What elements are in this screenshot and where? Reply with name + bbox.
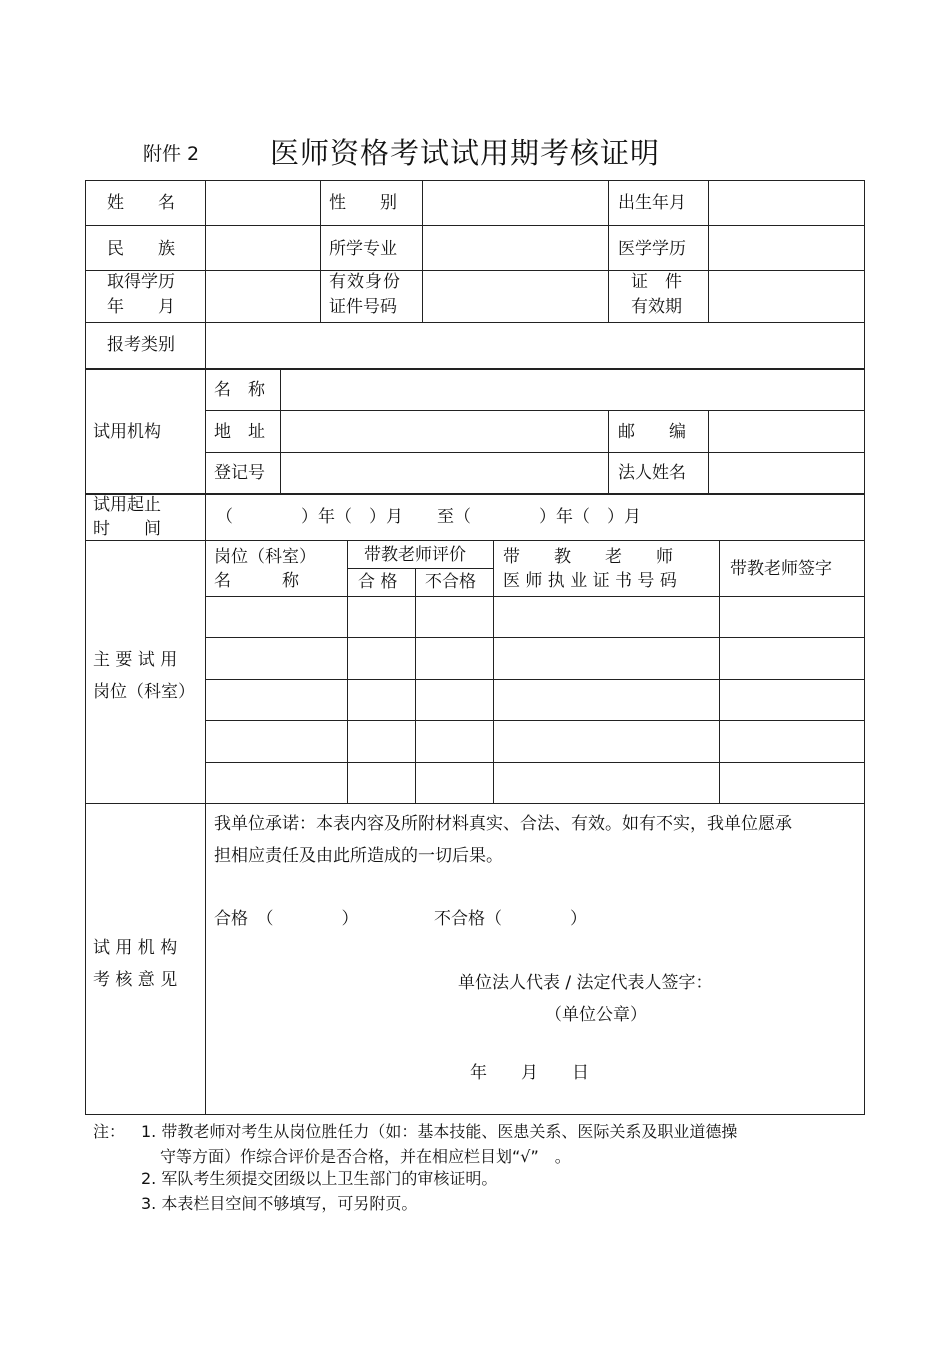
gender-label: 性 别 <box>329 193 397 213</box>
page-title: 医师资格考试试用期考核证明 <box>270 136 661 170</box>
post-name-label-line2: 名 称 <box>214 571 299 591</box>
posts-section-label-line2: 岗位（科室） <box>93 682 195 702</box>
exam-category-label: 报考类别 <box>107 335 175 355</box>
pass-checkbox-text: 合格 （ ） <box>214 909 359 929</box>
post-name-label-line1: 岗位（科室） <box>214 547 316 567</box>
period-dates: （ ）年（ ）月 至（ ）年（ ）月 <box>216 507 641 527</box>
postcode-label: 邮 编 <box>618 422 686 442</box>
ethnicity-label: 民 族 <box>107 239 175 259</box>
unit-seal-text: （单位公章） <box>545 1005 647 1025</box>
note-item-2: 2. 军队考生须提交团级以上卫生部门的审核证明。 <box>141 1169 498 1188</box>
registration-number-label: 登记号 <box>214 463 265 483</box>
legal-representative-signature: 单位法人代表 / 法定代表人签字： <box>458 973 713 993</box>
id-validity-label-line2: 有效期 <box>631 297 682 317</box>
degree-date-label-line2: 年 月 <box>107 297 175 317</box>
institution-address-label: 地 址 <box>214 422 265 442</box>
opinion-section-label-line2: 考 核 意 见 <box>93 970 178 990</box>
institution-section-label: 试用机构 <box>93 422 161 442</box>
teacher-license-label-line1: 带 教 老 师 <box>503 547 673 567</box>
id-number-label-line2: 证件号码 <box>329 297 397 317</box>
institution-name-label: 名 称 <box>214 380 265 400</box>
major-label: 所学专业 <box>329 239 397 259</box>
fail-checkbox-text: 不合格（ ） <box>434 909 587 929</box>
degree-date-label-line1: 取得学历 <box>107 272 175 292</box>
teacher-signature-label: 带教老师签字 <box>730 559 832 579</box>
notes-label: 注： <box>93 1122 126 1141</box>
opinion-section-label-line1: 试 用 机 构 <box>93 938 178 958</box>
commitment-text-line1: 我单位承诺：本表内容及所附材料真实、合法、有效。如有不实，我单位愿承 <box>214 814 792 834</box>
note-item-1-line1: 1. 带教老师对考生从岗位胜任力（如：基本技能、医患关系、医际关系及职业道德操 <box>141 1122 738 1141</box>
signature-date: 年 月 日 <box>470 1063 589 1083</box>
note-item-1-line2: 守等方面）作综合评价是否合格，并在相应栏目划“√” 。 <box>160 1147 571 1166</box>
medical-education-label: 医学学历 <box>618 239 686 259</box>
period-label-line1: 试用起止 <box>93 495 161 515</box>
teacher-evaluation-label: 带教老师评价 <box>364 545 466 565</box>
pass-column-label: 合 格 <box>358 572 398 592</box>
attachment-label: 附件 2 <box>143 143 200 165</box>
id-validity-label-line1: 证 件 <box>631 272 682 292</box>
note-item-3: 3. 本表栏目空间不够填写，可另附页。 <box>141 1194 418 1213</box>
posts-section-label-line1: 主 要 试 用 <box>93 650 178 670</box>
birth-date-label: 出生年月 <box>618 193 686 213</box>
legal-person-label: 法人姓名 <box>618 463 686 483</box>
teacher-license-label-line2: 医 师 执 业 证 书 号 码 <box>503 571 677 591</box>
period-label-line2: 时 间 <box>93 519 161 539</box>
name-label: 姓 名 <box>107 193 175 213</box>
fail-column-label: 不合格 <box>425 572 476 592</box>
id-number-label-line1: 有效身份 <box>329 272 401 292</box>
commitment-text-line2: 担相应责任及由此所造成的一切后果。 <box>214 846 503 866</box>
